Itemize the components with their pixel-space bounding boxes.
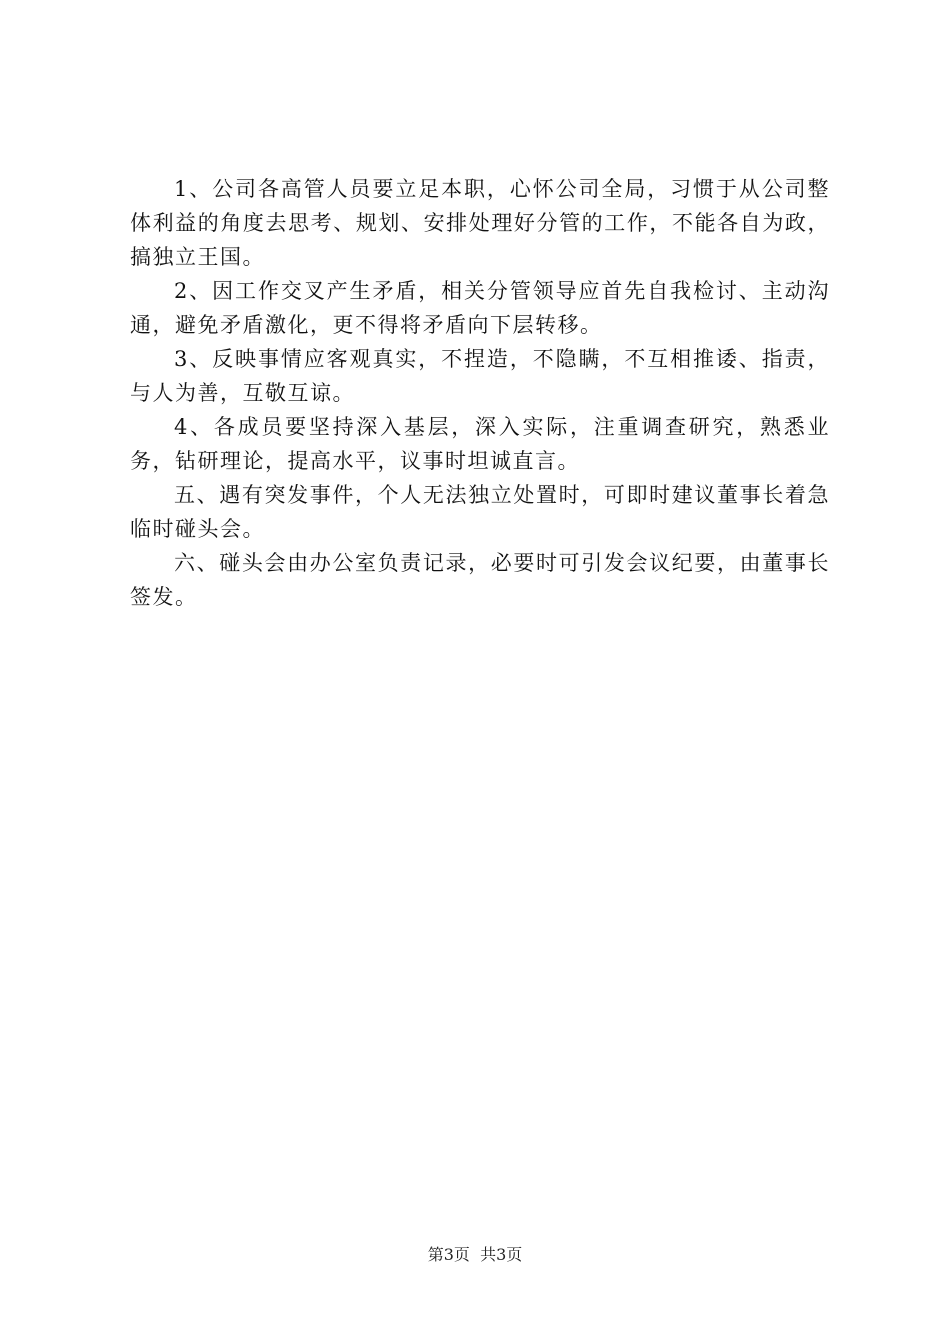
paragraph-4: 4、各成员要坚持深入基层，深入实际，注重调查研究，熟悉业务，钻研理论，提高水平，议事时坦诚直言。	[130, 415, 830, 473]
paragraph-3: 3、反映事情应客观真实，不捏造，不隐瞒，不互相推诿、指责，与人为善，互敬互谅。	[130, 347, 830, 405]
paragraph-2: 2、因工作交叉产生矛盾，相关分管领导应首先自我检讨、主动沟通，避免矛盾激化，更不得将矛盾向下层转移。	[130, 279, 830, 337]
page-number-indicator: 第3页 共3页	[427, 1245, 523, 1264]
paragraph-6: 六、碰头会由办公室负责记录，必要时可引发会议纪要，由董事长签发。	[130, 551, 830, 609]
paragraph-1: 1、公司各高管人员要立足本职，心怀公司全局，习惯于从公司整体利益的角度去思考、规划、安排处理好分管的工作，不能各自为政，搞独立王国。	[130, 177, 830, 269]
document-body	[130, 172, 830, 614]
page-footer	[0, 1242, 950, 1265]
paragraph-5: 五、遇有突发事件，个人无法独立处置时，可即时建议董事长着急临时碰头会。	[130, 483, 830, 541]
